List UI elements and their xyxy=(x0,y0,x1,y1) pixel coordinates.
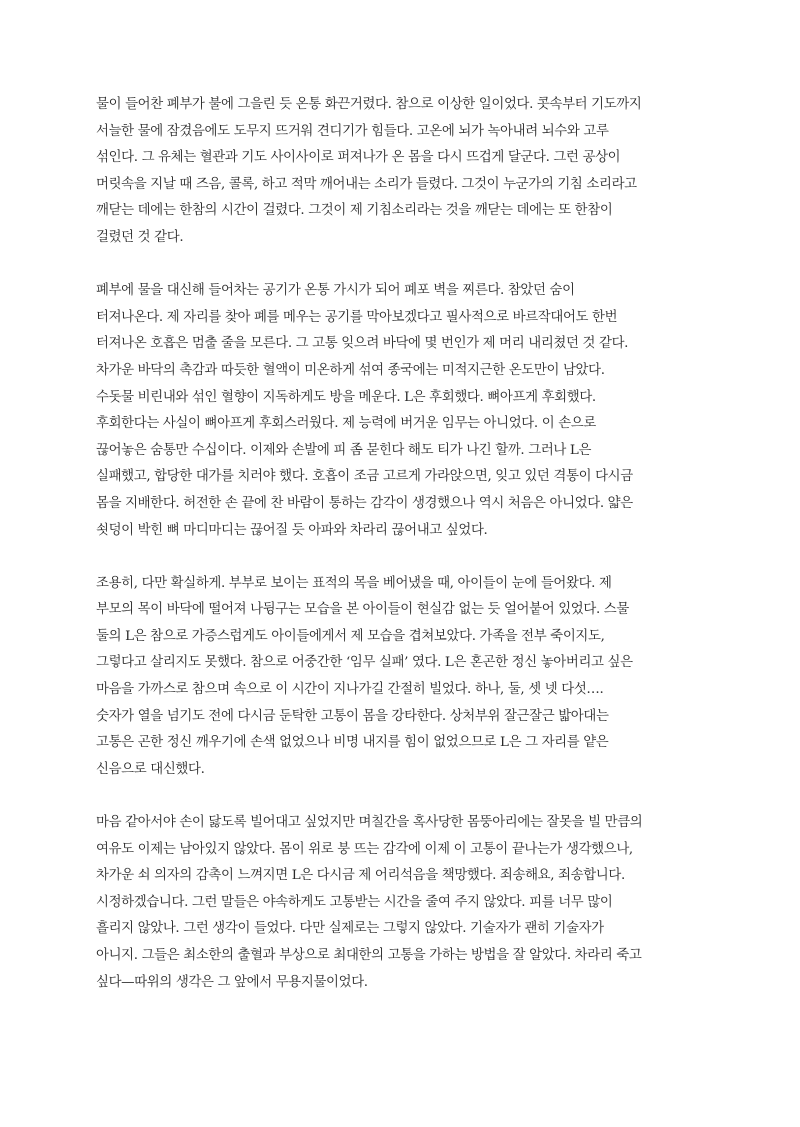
text-line: 깨닫는 데에는 한참의 시간이 걸렸다. 그것이 제 기침소리라는 것을 깨닫는 데에는 또 한참이 xyxy=(96,203,613,219)
text-line: 숫자가 열을 넘기도 전에 다시금 둔탁한 고통이 몸을 강타한다. 상처부위 잘근잘근 밟아대는 xyxy=(96,708,609,724)
body-text xyxy=(96,92,716,1023)
text-line: 터져나온 호흡은 멈출 줄을 모른다. 그 고통 잊으려 바닥에 몇 번인가 제 머리 내리쳤던 것 같다. xyxy=(96,336,629,352)
paragraph-3 xyxy=(96,571,716,784)
text-line: 차가운 쇠 의자의 감촉이 느껴지면 L은 다시금 제 어리석음을 책망했다. 죄송해요, 죄송합니다. xyxy=(96,868,625,884)
text-line: 흘리지 않았나. 그런 생각이 들었다. 다만 실제로는 그렇지 않았다. 기술자가 괜히 기술자가 xyxy=(96,921,604,937)
paragraph-1 xyxy=(96,92,716,252)
text-line: 섞인다. 그 유체는 혈관과 기도 사이사이로 퍼져나가 온 몸을 다시 뜨겁게 달군다. 그런 공상이 xyxy=(96,150,621,166)
text-line: 차가운 바닥의 촉감과 따듯한 혈액이 미온하게 섞여 종국에는 미적지근한 온도만이 남았다. xyxy=(96,362,605,378)
text-line: 그렇다고 살리지도 못했다. 참으로 어중간한 ‘임무 실패’ 였다. L은 혼곤한 정신 놓아버리고 싶은 xyxy=(96,655,633,671)
text-line: 조용히, 다만 확실하게. 부부로 보이는 표적의 목을 베어냈을 때, 아이들이 눈에 들어왔다. 제 xyxy=(96,575,612,591)
text-line: 둘의 L은 참으로 가증스럽게도 아이들에게서 제 모습을 겹쳐보았다. 가족을 전부 죽이지도, xyxy=(96,628,605,644)
text-line: 아니지. 그들은 최소한의 출혈과 부상으로 최대한의 고통을 가하는 방법을 잘 알았다. 차라리 죽고 xyxy=(96,948,642,963)
text-line: 걸렸던 것 같다. xyxy=(96,229,184,245)
text-line: 후회한다는 사실이 뼈아프게 후회스러웠다. 제 능력에 버거운 임무는 아니었다. 이 손으로 xyxy=(96,416,596,432)
text-line: 머릿속을 지날 때 즈음, 콜록, 하고 적막 깨어내는 소리가 들렸다. 그것이 누군가의 기침 소리라고 xyxy=(96,176,637,192)
text-line: 끊어놓은 숨통만 수십이다. 이제와 손발에 피 좀 묻힌다 해도 티가 나긴 할까. 그러나 L은 xyxy=(96,442,592,458)
text-line: 터져나온다. 제 자리를 찾아 폐를 메우는 공기를 막아보겠다고 필사적으로 바르작대어도 한번 xyxy=(96,309,618,325)
paragraph-2 xyxy=(96,278,716,544)
text-line: 부모의 목이 바닥에 떨어져 나뒹구는 모습을 본 아이들이 현실감 없는 듯 얼어붙어 있었다. 스물 xyxy=(96,602,629,618)
text-line: 싶다—따위의 생각은 그 앞에서 무용지물이었다. xyxy=(96,974,368,990)
text-line: 서늘한 물에 잠겼음에도 도무지 뜨거워 견디기가 힘들다. 고온에 뇌가 녹아내려 뇌수와 고루 xyxy=(96,123,609,139)
text-line: 쇳덩이 박힌 뼈 마디마디는 끊어질 듯 아파와 차라리 끊어내고 싶었다. xyxy=(96,522,488,538)
text-line: 고통은 곤한 정신 깨우기에 손색 없었으나 비명 내지를 힘이 없었으므로 L은 그 자리를 얕은 xyxy=(96,735,609,751)
text-line: 폐부에 물을 대신해 들어차는 공기가 온통 가시가 되어 폐포 벽을 찌른다. 참았던 숨이 xyxy=(96,283,575,299)
text-line: 물이 들어찬 폐부가 불에 그을린 듯 온통 화끈거렸다. 참으로 이상한 일이었다. 콧속부터 기도까지 xyxy=(96,97,642,112)
text-line: 마음을 가까스로 참으며 속으로 이 시간이 지나가길 간절히 빌었다. 하나, 둘, 셋 넷 다섯…. xyxy=(96,682,604,698)
text-line: 수돗물 비린내와 섞인 혈향이 지독하게도 방을 메운다. L은 후회했다. 뼈아프게 후회했다. xyxy=(96,389,596,405)
paragraph-4 xyxy=(96,810,716,996)
text-line: 신음으로 대신했다. xyxy=(96,761,205,777)
text-line: 여유도 이제는 남아있지 않았다. 몸이 위로 붕 뜨는 감각에 이제 이 고통이 끝나는가 생각했으나, xyxy=(96,841,633,857)
text-line: 마음 같아서야 손이 닳도록 빌어대고 싶었지만 며칠간을 혹사당한 몸뚱아리에는 잘못을 빌 만큼의 xyxy=(96,815,643,831)
text-line: 시정하겠습니다. 그런 말들은 야속하게도 고통받는 시간을 줄여 주지 않았다. 피를 너무 많이 xyxy=(96,894,613,910)
text-line: 실패했고, 합당한 대가를 치러야 했다. 호흡이 조금 고르게 가라앉으면, 잊고 있던 격통이 다시금 xyxy=(96,469,633,485)
text-line: 몸을 지배한다. 허전한 손 끝에 찬 바람이 통하는 감각이 생경했으나 역시 처음은 아니었다. 얇은 xyxy=(96,495,633,511)
